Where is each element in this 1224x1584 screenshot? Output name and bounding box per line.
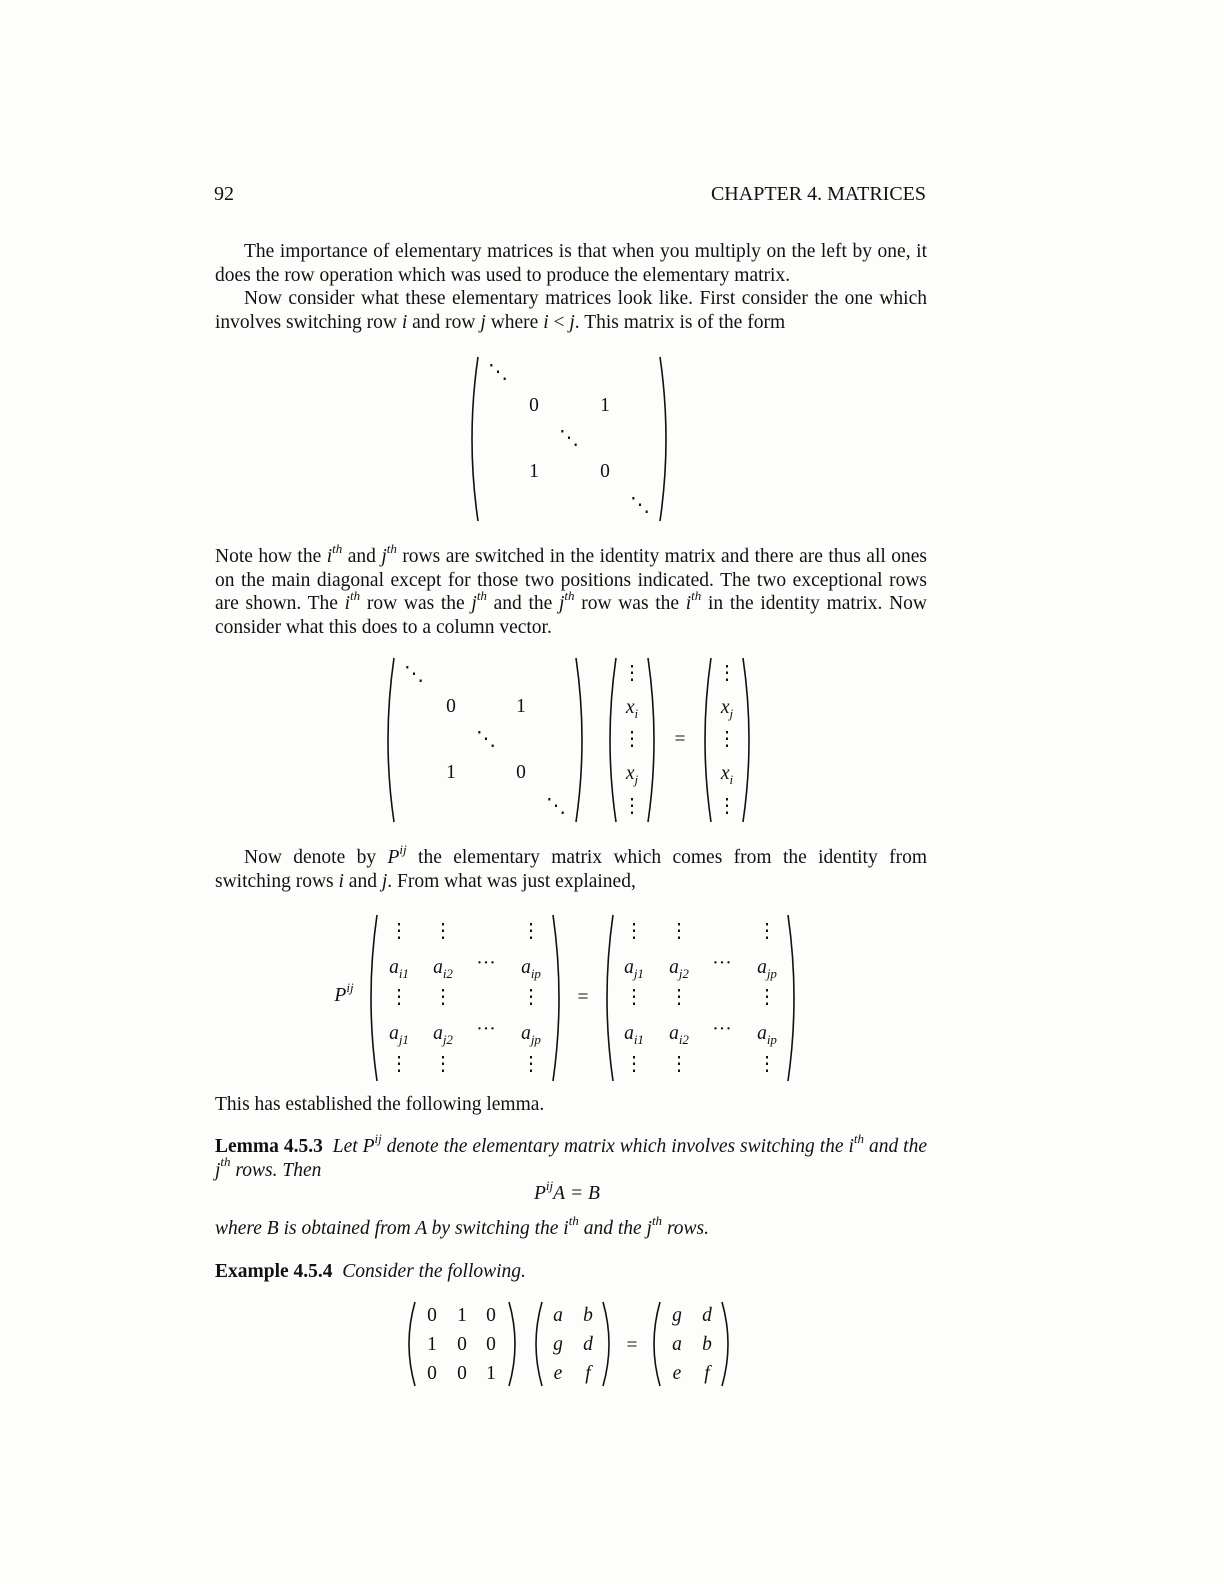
equals-sign: =: [577, 987, 589, 1008]
example-matrix-entry: b: [702, 1334, 712, 1355]
matrix-entry: $a_{j2}$: [433, 1023, 453, 1047]
vdots: ⋮: [717, 729, 737, 750]
example-matrix-entry: a: [553, 1305, 563, 1326]
example-matrix-entry: 0: [427, 1363, 437, 1384]
established-text: This has established the following lemma.: [215, 1094, 545, 1115]
example-matrix-entry: a: [672, 1334, 682, 1355]
example-matrix-entry: 1: [427, 1334, 437, 1355]
vdots: ⋮: [389, 1054, 409, 1075]
matrix-entry: $a_{jp}$: [757, 957, 777, 981]
lemma-statement: Lemma 4.5.3 Let $P^{ij}$ denote the elementary matrix which involves switching the $i^{th}$ and the $j^{th}$ rows. Then: [215, 1130, 927, 1181]
matrix-entry: 0: [600, 461, 610, 482]
matrix-entry: $a_{i1}$: [389, 957, 409, 981]
matrix-entry: $a_{i2}$: [433, 957, 453, 981]
paragraph-note: Note how the $i^{th}$ and $j^{th}$ rows are switched in the identity matrix and there are thus all ones on the main diagonal except for those two positions indicated. The two exceptional rows are shown. The $i^{th}$ row was the $j^{th}$ and the $j^{th}$ row was the $i^{th}$ in the identity matrix. Now consider what this does to a column vector.: [215, 540, 927, 639]
matrix-entry: $a_{j1}$: [389, 1023, 409, 1047]
example-matrix-entry: d: [583, 1334, 593, 1355]
vdots: ⋮: [757, 921, 777, 942]
vdots: ⋮: [433, 921, 453, 942]
paragraph-importance-line1: The importance of elementary matrices is that when you multiply on the left by one, it: [244, 241, 927, 262]
vector-entry: $x_i$: [720, 763, 734, 787]
equals-sign: =: [626, 1335, 638, 1356]
example-matrix-entry: 0: [486, 1334, 496, 1355]
example-matrix-entry: f: [704, 1363, 710, 1384]
example-matrix-entry: e: [553, 1363, 563, 1384]
vdots: ⋮: [624, 987, 644, 1008]
matrix-entry: 0: [529, 395, 539, 416]
matrix-entry: $a_{ip}$: [521, 957, 541, 981]
matrix-entry: 0: [446, 696, 456, 717]
vdots: ⋮: [669, 1054, 689, 1075]
vdots: ⋮: [433, 1054, 453, 1075]
lemma-conclusion: where B is obtained from A by switching the $i^{th}$ and the $j^{th}$ rows.: [215, 1212, 710, 1239]
ddots: ⋱: [404, 663, 424, 685]
vdots: ⋮: [389, 921, 409, 942]
example-matrix-entry: b: [583, 1305, 593, 1326]
vdots: ⋮: [521, 987, 541, 1008]
vdots: ⋮: [622, 729, 642, 750]
example-matrix-entry: g: [672, 1305, 682, 1326]
lemma-equation-rhs: = B: [569, 1183, 600, 1204]
vector-entry: $x_j$: [625, 763, 639, 787]
example-matrix-entry: 1: [457, 1305, 467, 1326]
example-text: Consider the following.: [342, 1261, 526, 1282]
cdots: ···: [476, 953, 496, 974]
lemma-label: Lemma 4.5.3: [215, 1136, 323, 1157]
vdots: ⋮: [624, 1054, 644, 1075]
paragraph-consider-line1: Now consider what these elementary matrices look like. First consider the one which: [244, 288, 927, 309]
matrix-entry: $a_{j2}$: [669, 957, 689, 981]
cdots: ···: [712, 1019, 732, 1040]
matrix-entry: 1: [600, 395, 610, 416]
ddots: ⋱: [559, 427, 579, 449]
matrix-entry: $a_{j1}$: [624, 957, 644, 981]
p-ij-symbol: $P^{ij}$: [334, 979, 354, 1006]
matrix-entry: 1: [516, 696, 526, 717]
example-matrix-entry: d: [702, 1305, 712, 1326]
example-matrix-entry: 0: [457, 1334, 467, 1355]
vdots: ⋮: [622, 796, 642, 817]
vdots: ⋮: [389, 987, 409, 1008]
example-matrix-entry: 0: [486, 1305, 496, 1326]
matrix-entry: 1: [446, 762, 456, 783]
ddots: ⋱: [546, 795, 566, 817]
vdots: ⋮: [669, 921, 689, 942]
vdots: ⋮: [521, 1054, 541, 1075]
vdots: ⋮: [433, 987, 453, 1008]
vdots: ⋮: [717, 663, 737, 684]
matrix-entry: $a_{i2}$: [669, 1023, 689, 1047]
vector-entry: $x_j$: [720, 697, 734, 721]
matrix-entry: 0: [516, 762, 526, 783]
example-matrix-entry: 1: [486, 1363, 496, 1384]
ddots: ⋱: [488, 361, 508, 383]
vector-entry: $x_i$: [625, 697, 639, 721]
vdots: ⋮: [624, 921, 644, 942]
cdots: ···: [712, 953, 732, 974]
paragraph-denote: Now denote by $P^{ij}$ the elementary matrix which comes from the identity from switching rows i and j. From what was just explained,: [215, 841, 927, 892]
example-matrix-entry: f: [585, 1363, 591, 1384]
running-head-chapter: CHAPTER 4. MATRICES: [710, 183, 926, 205]
lemma-equation: $P^{ij}A = B$: [534, 1177, 600, 1204]
matrix-entry: $a_{ip}$: [757, 1023, 777, 1047]
equals-sign: =: [674, 729, 686, 750]
paragraph-consider: Now consider what these elementary matrices look like. First consider the one which involves switching row i and row j where i < j. This matrix is of the form: [215, 288, 927, 333]
example-matrix-entry: 0: [457, 1363, 467, 1384]
matrix-entry: 1: [529, 461, 539, 482]
vdots: ⋮: [521, 921, 541, 942]
example-label: Example 4.5.4: [215, 1261, 333, 1282]
matrix-entry: $a_{jp}$: [521, 1023, 541, 1047]
example-matrix-entry: 0: [427, 1305, 437, 1326]
vdots: ⋮: [622, 663, 642, 684]
ddots: ⋱: [476, 728, 496, 750]
example-matrix-entry: g: [553, 1334, 563, 1355]
vdots: ⋮: [669, 987, 689, 1008]
vdots: ⋮: [717, 796, 737, 817]
page-number: 92: [214, 183, 234, 205]
example-matrix-entry: e: [672, 1363, 682, 1384]
ddots: ⋱: [630, 494, 650, 516]
vdots: ⋮: [757, 987, 777, 1008]
matrix-entry: $a_{i1}$: [624, 1023, 644, 1047]
paragraph-importance-line2: does the row operation which was used to produce the elementary matrix.: [215, 264, 791, 286]
cdots: ···: [476, 1019, 496, 1040]
vdots: ⋮: [757, 1054, 777, 1075]
